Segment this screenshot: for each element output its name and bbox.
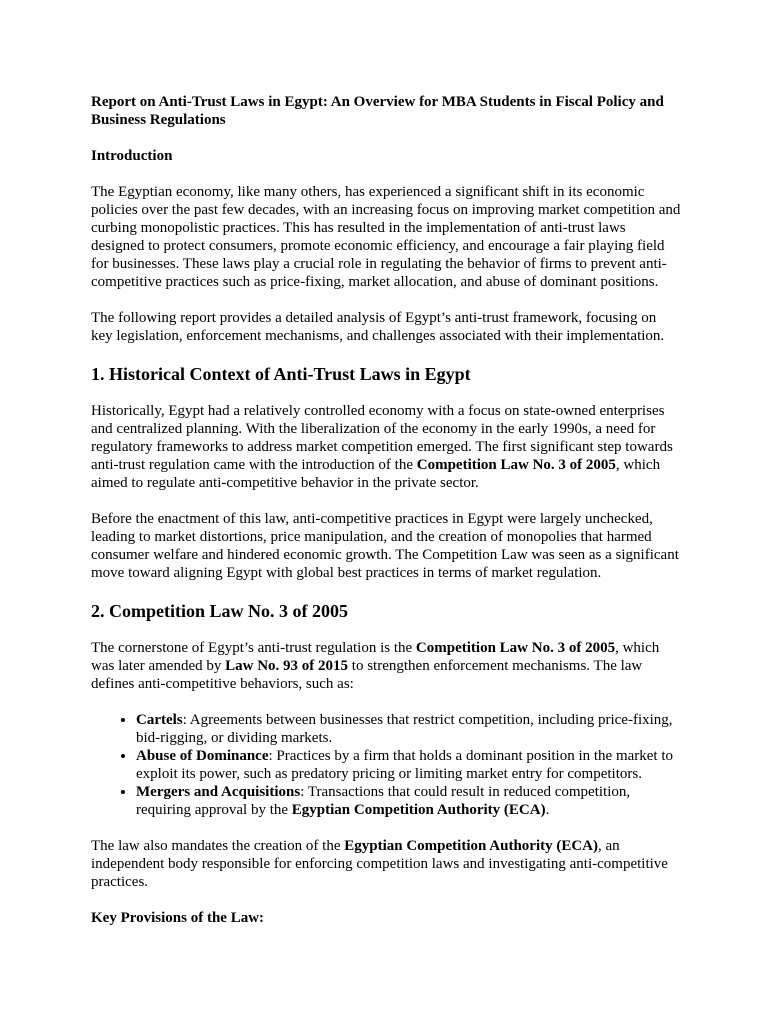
section-2-p2-b: Egyptian Competition Authority (ECA) [344,838,599,854]
section-1-p1-bold: Competition Law No. 3 of 2005 [416,457,616,473]
section-2-p2-a: The law also mandates the creation of the [91,838,345,854]
section-2-p1-c: , which was later amended by [91,640,660,674]
list-item-bold: Egyptian Competition Authority (ECA) [291,802,546,818]
list-item-text: : Agreements between businesses that restrict competition, including price-fixing, bid-rigging, or dividing markets. [136,712,673,746]
list-item-text: : Practices by a firm that holds a dominant position in the market to exploit its power, such as predatory pricing or limiting market entry for competitors. [136,748,674,782]
intro-paragraph-2: The following report provides a detailed analysis of Egypt’s anti-trust framework, focusing on key legislation, enforcement mechanisms, and challenges associated with their implementation. [91,310,665,344]
anti-competitive-behaviors-list [91,711,681,819]
introduction-heading: Introduction [91,148,173,164]
document-page [91,93,681,945]
section-2-p1-d: Law No. 93 of 2015 [225,658,349,674]
section-2-p2-c: , an independent body responsible for enforcing competition laws and investigating anti-competitive practices. [91,838,668,890]
section-2-paragraph-2 [91,837,681,891]
intro-paragraph-1: The Egyptian economy, like many others, has experienced a significant shift in its economic policies over the past few decades, with an increasing focus on improving market competition and curbing monopolistic practices. This has resulted in the implementation of anti-trust laws designed to protect consumers, promote economic efficiency, and encourage a fair playing field for businesses. These laws play a crucial role in regulating the behavior of firms to prevent anti-competitive practices such as price-fixing, market allocation, and abuse of dominant positions. [91,184,681,290]
list-item-term: Cartels [136,712,183,728]
section-2-paragraph-1 [91,639,681,693]
section-1-paragraph-1 [91,402,681,492]
section-1-p1-tail: , which aimed to regulate anti-competitive behavior in the private sector. [91,457,661,491]
section-1-p1-text: Historically, Egypt had a relatively controlled economy with a focus on state-owned enterprises and centralized planning. With the liberalization of the economy in the early 1990s, a need for regulatory frameworks to address market competition emerged. The first significant step towards anti-trust regulation came with the introduction of the [91,403,673,473]
list-item [136,783,681,819]
list-item-tail: . [545,802,550,818]
key-provisions-heading: Key Provisions of the Law: [91,910,265,926]
section-2-heading: 2. Competition Law No. 3 of 2005 [91,601,348,621]
list-item [136,711,681,747]
document-title: Report on Anti-Trust Laws in Egypt: An Overview for MBA Students in Fiscal Policy and Business Regulations [91,94,664,128]
list-item-term: Mergers and Acquisitions [136,784,301,800]
list-item [136,747,681,783]
section-1-heading: 1. Historical Context of Anti-Trust Laws in Egypt [91,364,471,384]
list-item-text: : Transactions that could result in reduced competition, requiring approval by the [136,784,631,818]
section-1-paragraph-2: Before the enactment of this law, anti-competitive practices in Egypt were largely unchecked, leading to market distortions, price manipulation, and the creation of monopolies that harmed consumer welfare and hindered economic growth. The Competition Law was seen as a significant move toward aligning Egypt with global best practices in terms of market regulation. [91,511,679,581]
list-item-term: Abuse of Dominance [136,748,269,764]
section-2-p1-a: The cornerstone of Egypt’s anti-trust regulation is the [91,640,416,656]
section-2-p1-e: to strengthen enforcement mechanisms. The law defines anti-competitive behaviors, such as: [91,658,643,692]
section-2-p1-b: Competition Law No. 3 of 2005 [415,640,616,656]
